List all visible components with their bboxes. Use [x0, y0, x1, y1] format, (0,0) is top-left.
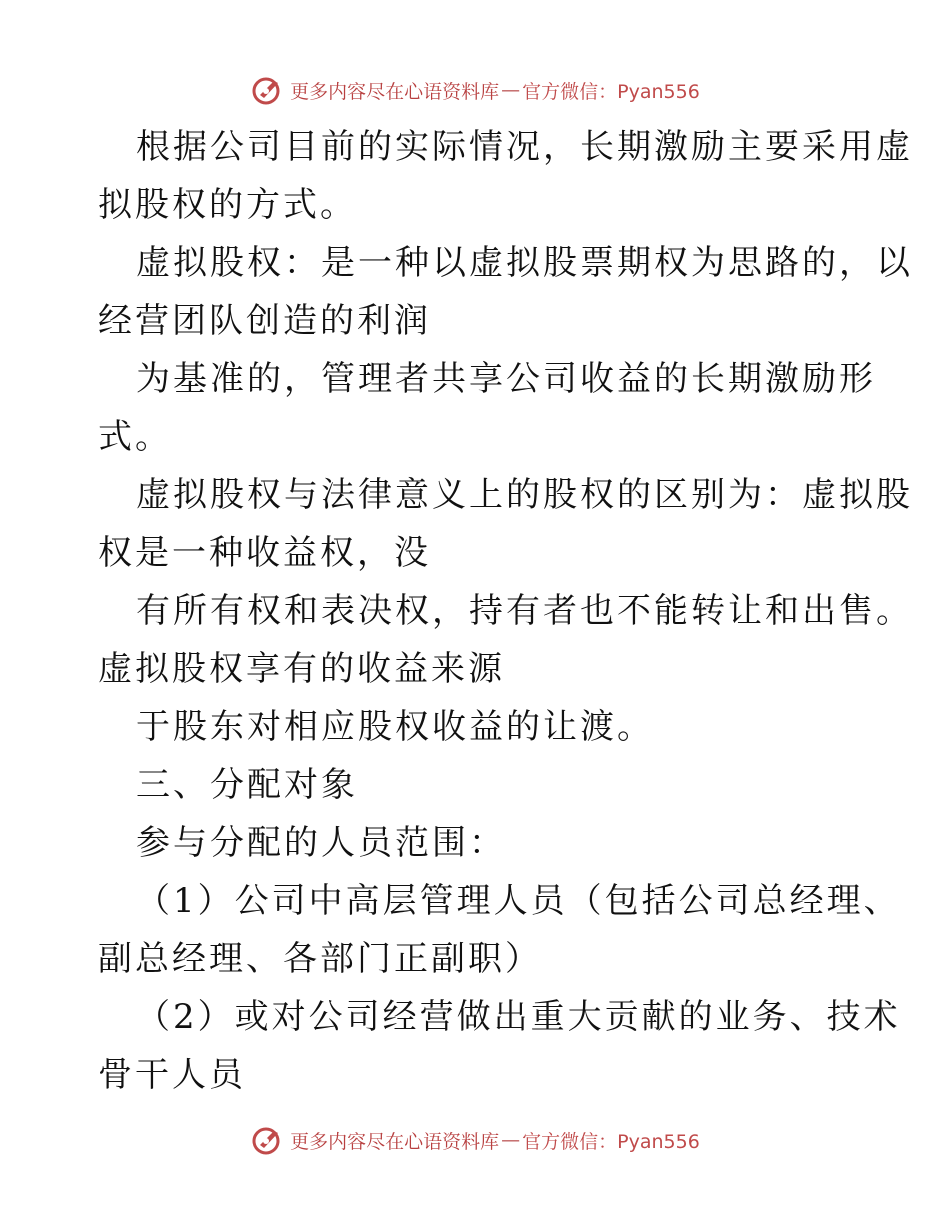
list-item-continuation: 骨干人员 [98, 1055, 246, 1095]
header-watermark-banner [0, 70, 950, 110]
paragraph-line: 权是一种收益权，没 [98, 533, 431, 573]
pen-logo-icon [250, 1123, 284, 1157]
paragraph-line: 虚拟股权享有的收益来源 [98, 649, 505, 689]
list-item-continuation: 副总经理、各部门正副职） [98, 939, 542, 979]
banner-separator: — [501, 1129, 521, 1151]
paragraph-line: 虚拟股权：是一种以虚拟股票期权为思路的，以 [136, 243, 913, 283]
paragraph-line: 虚拟股权与法律意义上的股权的区别为：虚拟股 [136, 475, 913, 515]
banner-main-text: 更多内容尽在心语资料库 [290, 80, 500, 103]
banner-separator: — [501, 79, 521, 101]
pen-logo-icon [250, 73, 284, 107]
paragraph-line: 于股东对相应股权收益的让渡。 [136, 707, 654, 747]
banner-wechat-text: 官方微信：Pyan556 [522, 1130, 700, 1153]
paragraph-line: 根据公司目前的实际情况，长期激励主要采用虚 [136, 127, 913, 167]
paragraph-line: 为基准的，管理者共享公司收益的长期激励形 [136, 359, 876, 399]
document-body [98, 118, 913, 1104]
footer-watermark-banner [0, 1120, 950, 1160]
paragraph-line: 拟股权的方式。 [98, 185, 357, 225]
section-heading: 三、分配对象 [136, 765, 358, 805]
list-item: （1）公司中高层管理人员（包括公司总经理、 [136, 881, 901, 921]
paragraph-line: 经营团队创造的利润 [98, 301, 431, 341]
banner-main-text: 更多内容尽在心语资料库 [290, 1130, 500, 1153]
banner-wechat-text: 官方微信：Pyan556 [522, 80, 700, 103]
list-item: （2）或对公司经营做出重大贡献的业务、技术 [136, 997, 901, 1037]
paragraph-line: 有所有权和表决权，持有者也不能转让和出售。 [136, 591, 913, 631]
paragraph-line: 式。 [98, 417, 172, 457]
paragraph-line: 参与分配的人员范围： [136, 823, 506, 863]
